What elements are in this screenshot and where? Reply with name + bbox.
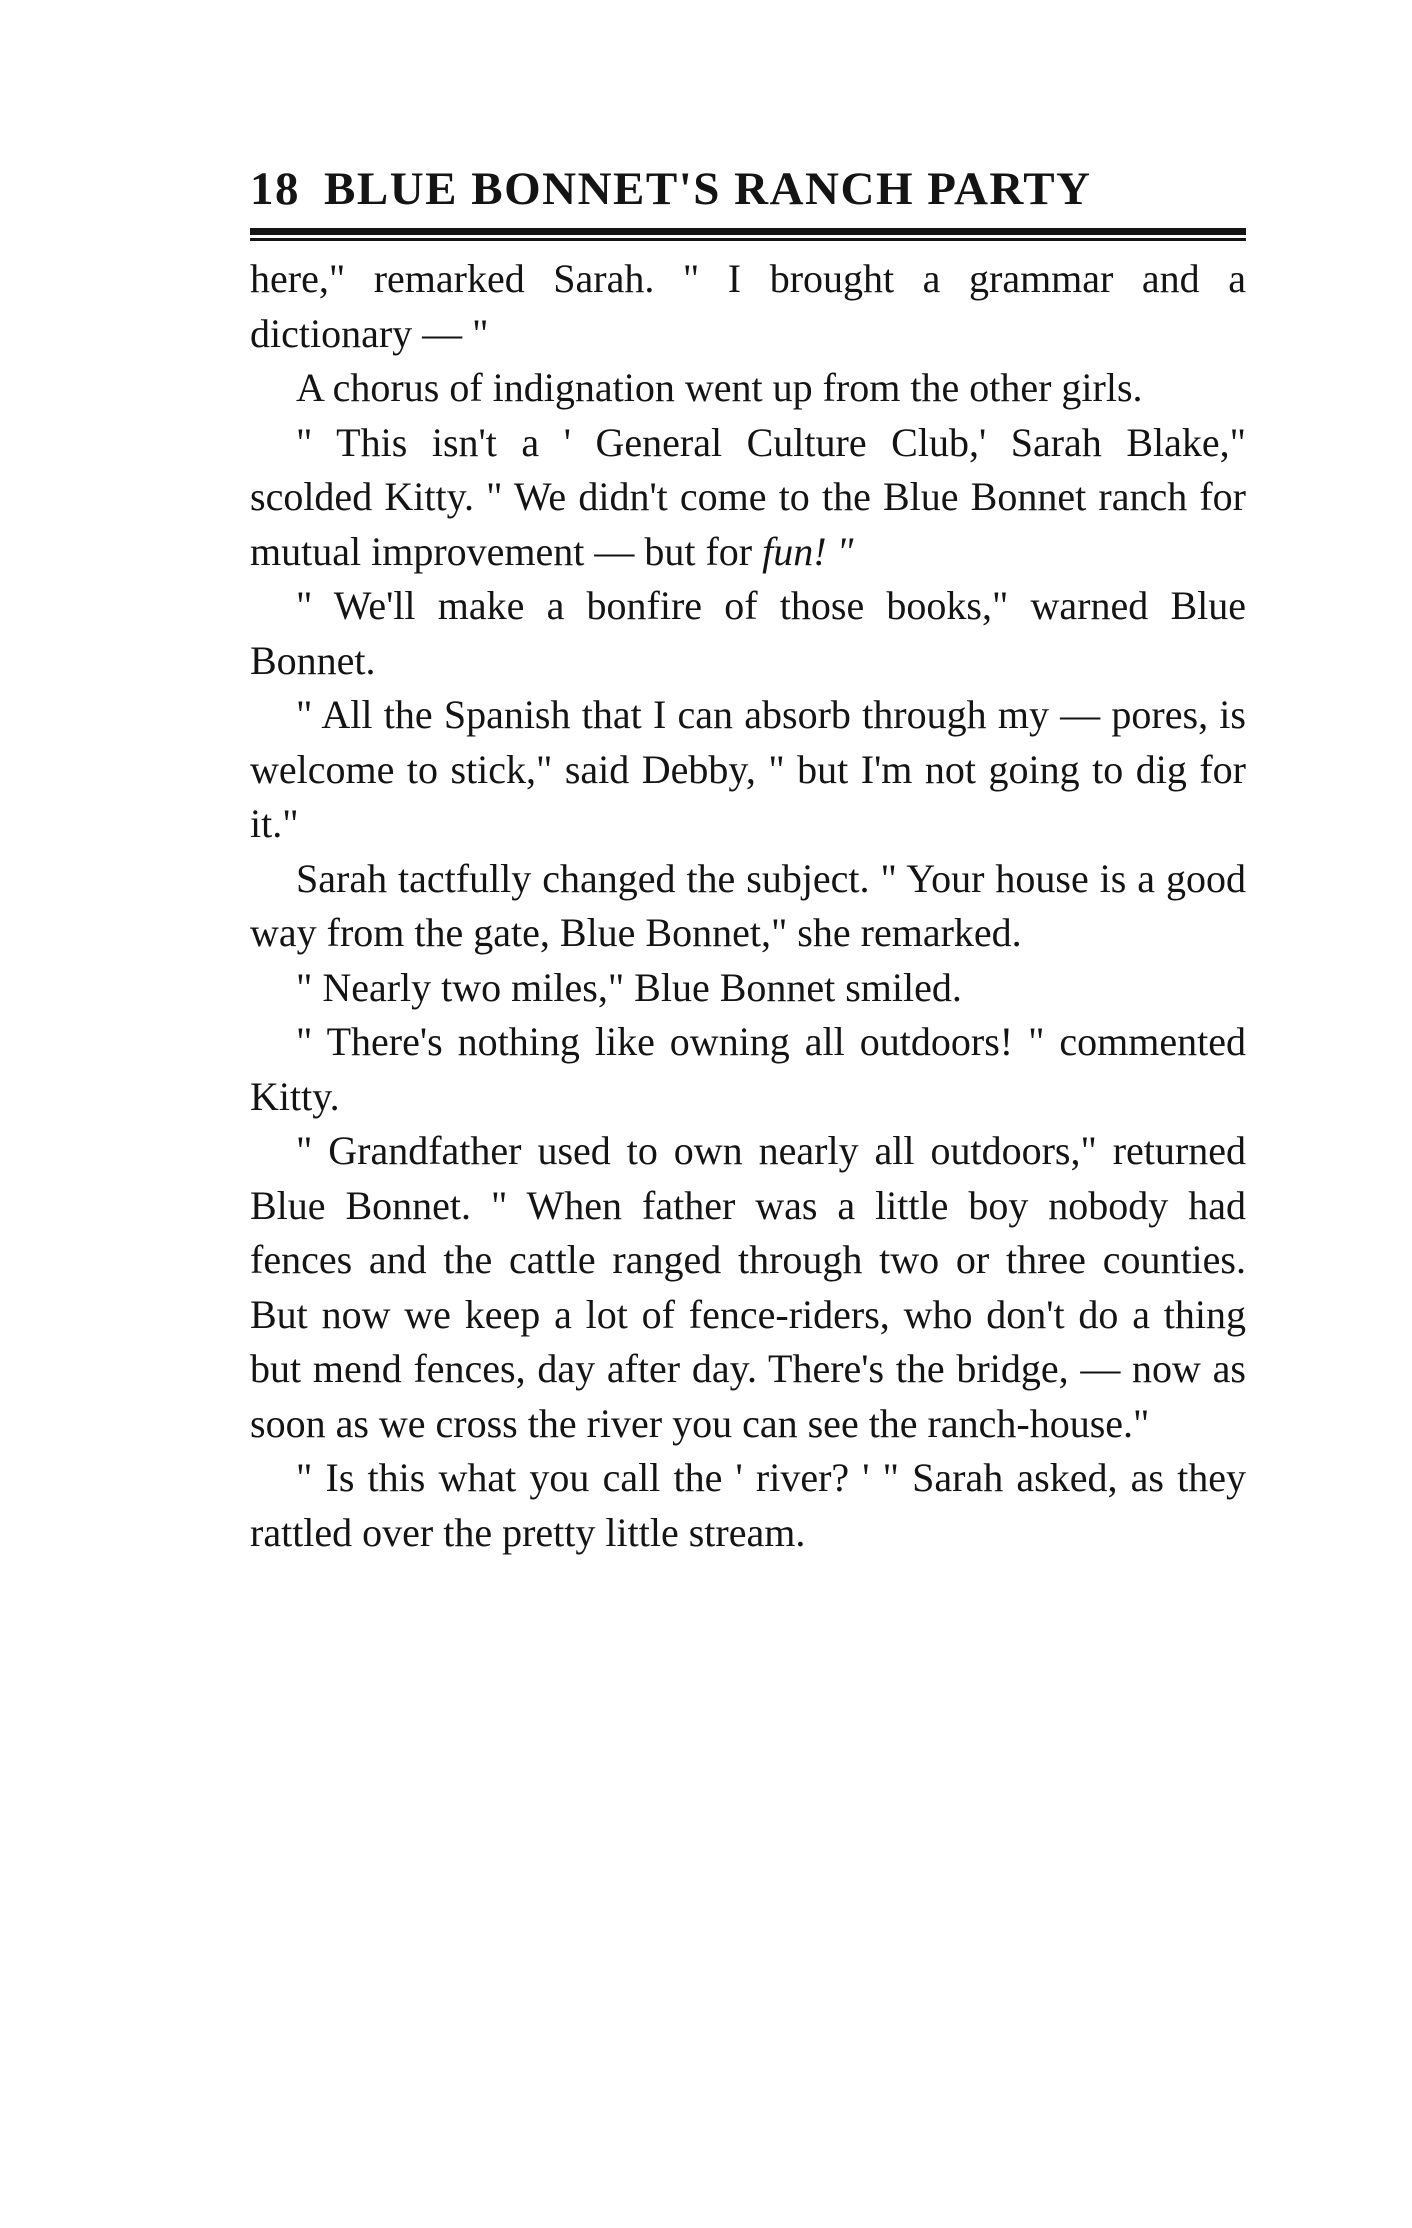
- header-rule: [250, 228, 1246, 242]
- header-rule-thick: [250, 228, 1246, 235]
- page-number: 18: [250, 163, 300, 215]
- running-title: BLUE BONNET'S RANCH PARTY: [324, 163, 1092, 215]
- paragraph: " There's nothing like owning all outdoors! " commented Kitty.: [250, 1019, 1246, 1119]
- paragraph: " Is this what you call the ' river? ' " Sarah asked, as they rattled over the pretty little stream.: [250, 1455, 1246, 1555]
- paragraph: " Grandfather used to own nearly all outdoors," returned Blue Bonnet. " When father was a little boy nobody had fences and the cattle ranged through two or three counties. But now we keep a lot of fence-riders, who don't do a thing but mend fences, day after day. There's the bridge, — now as soon as we cross the river you can see the ranch-house.": [250, 1128, 1246, 1446]
- body-text: [250, 252, 1246, 1560]
- paragraph: " All the Spanish that I can absorb through my — pores, is welcome to stick," said Debby, " but I'm not going to dig for it.": [250, 692, 1246, 846]
- header-rule-thin: [250, 238, 1246, 241]
- paragraph: [250, 416, 1246, 580]
- book-page: [250, 160, 1246, 1560]
- paragraph: Sarah tactfully changed the subject. " Your house is a good way from the gate, Blue Bonnet," she remarked.: [250, 855, 1246, 955]
- paragraph: " We'll make a bonfire of those books," warned Blue Bonnet.: [250, 583, 1246, 683]
- emphasis-text: fun! ": [762, 528, 854, 574]
- paragraph-text: " This isn't a ' General Culture Club,' Sarah Blake," scolded Kitty. " We didn't come to the Blue Bonnet ranch for mutual improvement — but for: [250, 419, 1246, 574]
- running-header: [250, 160, 1246, 218]
- paragraph-continued: here," remarked Sarah. " I brought a grammar and a dictionary — ": [250, 256, 1246, 356]
- paragraph: " Nearly two miles," Blue Bonnet smiled.: [296, 964, 962, 1010]
- paragraph: A chorus of indignation went up from the other girls.: [296, 365, 1143, 410]
